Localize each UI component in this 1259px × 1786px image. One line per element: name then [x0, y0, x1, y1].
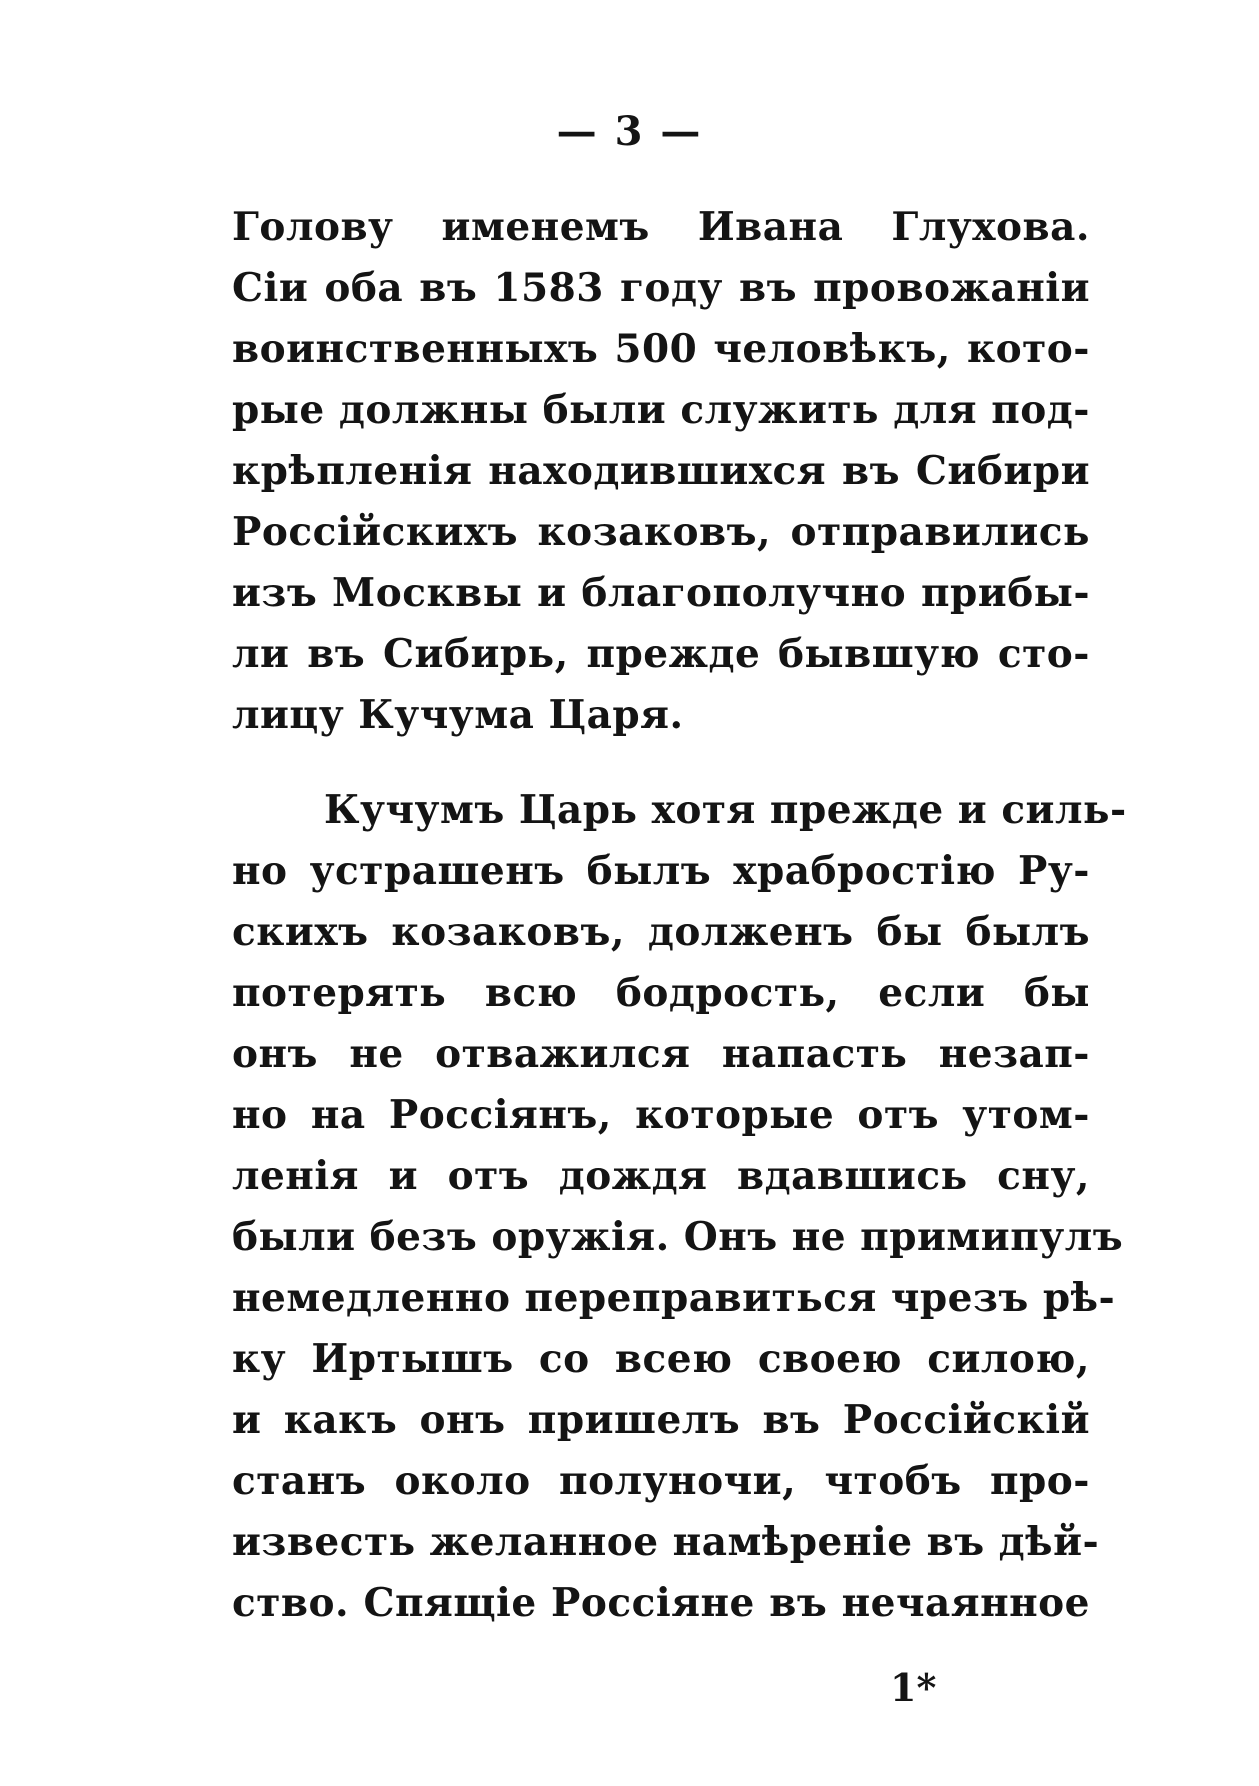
- page-number: — 3 —: [556, 108, 703, 155]
- text-line: Кучумъ Царь хотя прежде и силь-: [324, 787, 1127, 833]
- text-line: скихъ козаковъ, долженъ бы былъ: [232, 909, 1090, 955]
- paragraph: [232, 780, 1127, 1634]
- signature-mark: 1*: [890, 1665, 937, 1710]
- text-line: но устрашенъ былъ храбростію Ру-: [232, 848, 1090, 894]
- text-line: воинственныхъ 500 человѣкъ, кото-: [232, 326, 1090, 372]
- text-line: лицу Кучума Царя.: [232, 692, 684, 738]
- text-line: онъ не отважился напасть незап-: [232, 1031, 1090, 1077]
- text-line: изъ Москвы и благополучно прибы-: [232, 570, 1090, 616]
- text-line: Голову именемъ Ивана Глухова.: [232, 204, 1090, 250]
- text-line: были безъ оружія. Онъ не примипулъ: [232, 1214, 1124, 1260]
- text-line: Россійскихъ козаковъ, отправились: [232, 509, 1090, 555]
- text-line: ленія и отъ дождя вдавшись сну,: [232, 1153, 1090, 1199]
- text-line: станъ около полуночи, чтобъ про-: [232, 1458, 1090, 1504]
- paragraph: [232, 197, 1090, 746]
- text-line: Сіи оба въ 1583 году въ провожаніи: [232, 265, 1090, 311]
- text-line: потерять всю бодрость, если бы: [232, 970, 1090, 1016]
- text-line: рые должны были служить для под-: [232, 387, 1090, 433]
- text-line: ли въ Сибирь, прежде бывшую сто-: [232, 631, 1090, 677]
- text-line: ку Иртышъ со всею своею силою,: [232, 1336, 1090, 1382]
- text-line: известь желанное намѣреніе въ дѣй-: [232, 1519, 1100, 1565]
- text-line: крѣпленія находившихся въ Сибири: [232, 448, 1090, 494]
- text-line: ство. Спящіе Россіяне въ нечаянное: [232, 1580, 1090, 1626]
- text-line: и какъ онъ пришелъ въ Россійскій: [232, 1397, 1090, 1443]
- text-line: но на Россіянъ, которые отъ утом-: [232, 1092, 1090, 1138]
- text-line: немедленно переправиться чрезъ рѣ-: [232, 1275, 1116, 1321]
